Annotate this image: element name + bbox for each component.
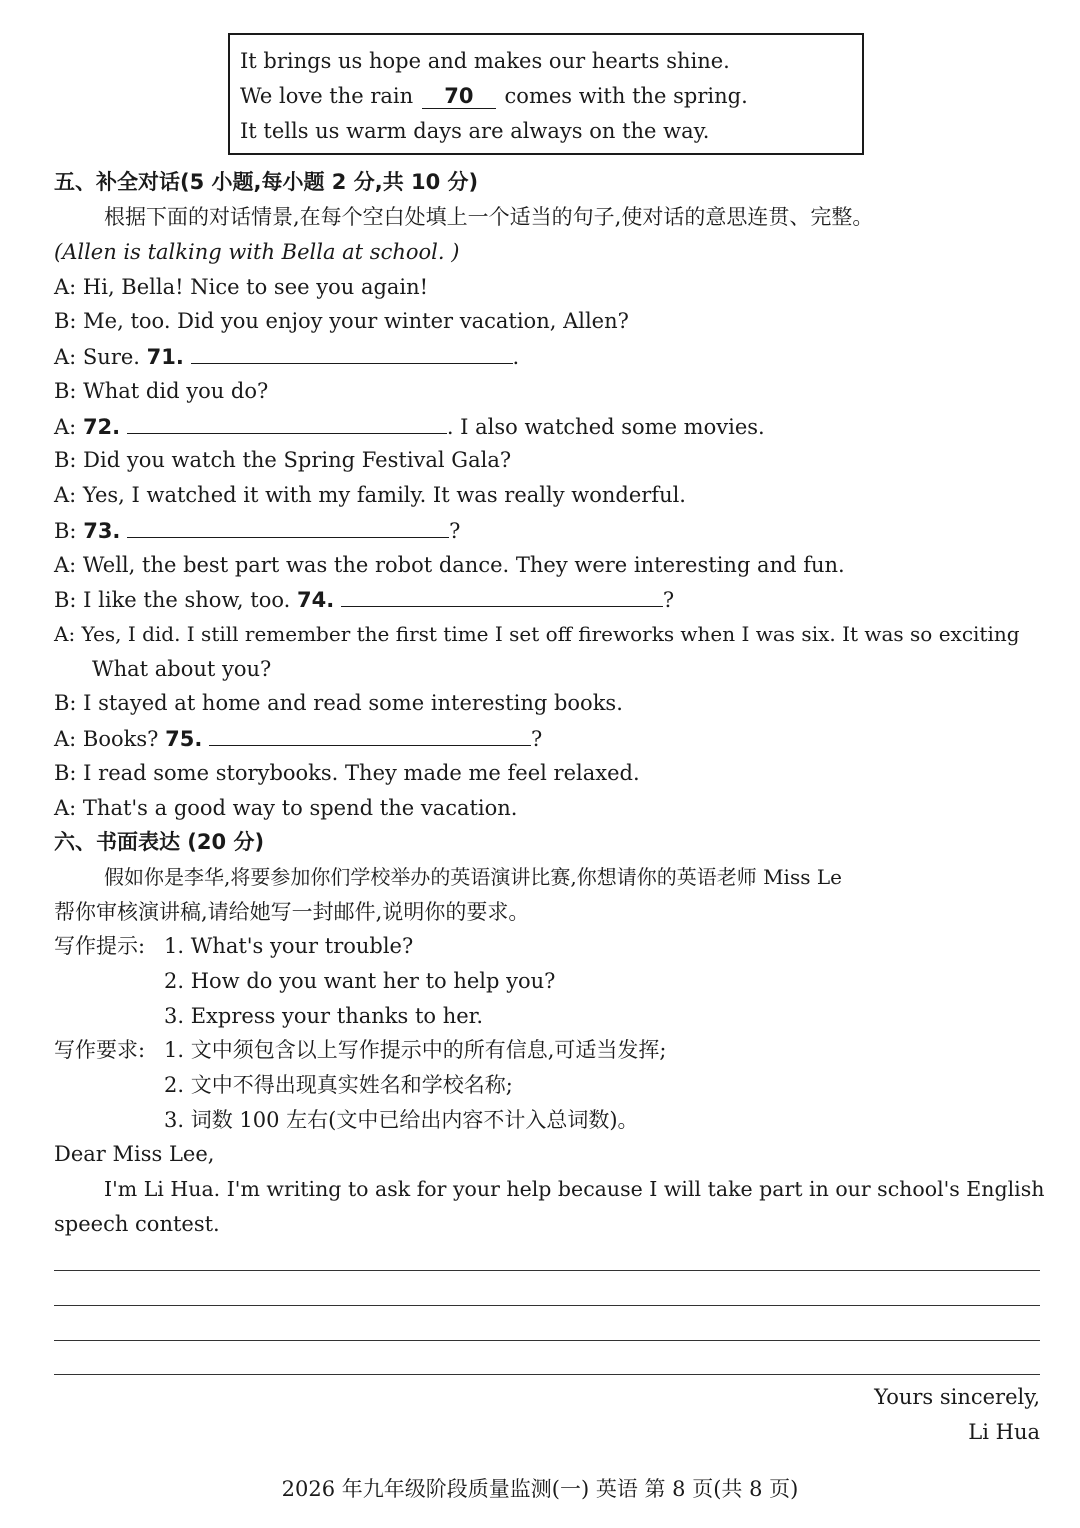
dialogue-line: B: I read some storybooks. They made me feel relaxed. — [54, 761, 640, 785]
writing-requirement: 1. 文中须包含以上写作提示中的所有信息,可适当发挥; — [164, 1038, 667, 1062]
writing-line[interactable] — [54, 1340, 1040, 1341]
dialogue-line: A: Yes, I watched it with my family. It was really wonderful. — [54, 483, 686, 507]
answer-blank-72[interactable] — [127, 411, 447, 434]
dialogue-line: B: What did you do? — [54, 379, 269, 403]
question-number-75: 75. — [165, 727, 203, 751]
dialogue-text: B: — [54, 519, 77, 543]
poem-box — [228, 33, 864, 155]
dialogue-line: A: Well, the best part was the robot dance. They were interesting and fun. — [54, 553, 845, 577]
letter-body: speech contest. — [54, 1212, 220, 1236]
writing-line[interactable] — [54, 1305, 1040, 1306]
dialogue-line-75 — [54, 723, 542, 754]
writing-prompt: 帮你审核演讲稿,请给她写一封邮件,说明你的要求。 — [54, 900, 530, 924]
writing-prompt: 假如你是李华,将要参加你们学校举办的英语演讲比赛,你想请你的英语老师 Miss Le — [104, 865, 842, 889]
blank-70[interactable]: 70 — [422, 84, 496, 109]
question-number-71: 71. — [146, 345, 184, 369]
poem-line-1: It brings us hope and makes our hearts shine. — [240, 49, 730, 73]
letter-closing: Yours sincerely, — [874, 1385, 1040, 1409]
dialogue-line: B: Did you watch the Spring Festival Gala? — [54, 448, 512, 472]
letter-body: I'm Li Hua. I'm writing to ask for your help because I will take part in our school's English — [104, 1177, 1045, 1201]
dialogue-text: . I also watched some movies. — [446, 415, 765, 439]
writing-tip: 2. How do you want her to help you? — [164, 969, 556, 993]
dialogue-line-74 — [54, 584, 674, 615]
section-5-heading: 五、补全对话(5 小题,每小题 2 分,共 10 分) — [54, 170, 479, 194]
dialogue-line: A: That's a good way to spend the vacation. — [54, 796, 518, 820]
dialogue-line: What about you? — [92, 657, 272, 681]
dialogue-punct: ? — [530, 727, 543, 751]
dialogue-line-73 — [54, 515, 460, 546]
dialogue-text: B: I like the show, too. — [54, 588, 291, 612]
dialogue-line: A: Hi, Bella! Nice to see you again! — [54, 275, 429, 299]
poem-line-2 — [240, 81, 852, 116]
dialogue-punct: . — [512, 345, 520, 369]
answer-blank-71[interactable] — [191, 341, 513, 364]
poem-line-2-text: We love the rain — [240, 84, 414, 108]
writing-requirement: 3. 词数 100 左右(文中已给出内容不计入总词数)。 — [164, 1108, 639, 1132]
writing-requirement: 2. 文中不得出现真实姓名和学校名称; — [164, 1073, 513, 1097]
writing-tip: 3. Express your thanks to her. — [164, 1004, 484, 1028]
poem-line-3: It tells us warm days are always on the way. — [240, 119, 710, 143]
section-6-heading: 六、书面表达 (20 分) — [54, 830, 265, 854]
page-footer: 2026 年九年级阶段质量监测(一) 英语 第 8 页(共 8 页) — [281, 1477, 799, 1501]
dialogue-text: A: — [54, 415, 77, 439]
letter-salutation: Dear Miss Lee, — [54, 1142, 215, 1166]
dialogue-line: A: Yes, I did. I still remember the first time I set off fireworks when I was six. It was so exciting — [54, 622, 1020, 646]
answer-blank-73[interactable] — [127, 515, 449, 538]
dialogue-punct: ? — [449, 519, 461, 543]
answer-blank-74[interactable] — [341, 584, 663, 607]
dialogue-context: (Allen is talking with Bella at school. ) — [54, 240, 460, 264]
question-number-73: 73. — [83, 519, 121, 543]
dialogue-line: B: I stayed at home and read some interesting books. — [54, 691, 623, 715]
answer-blank-75[interactable] — [209, 723, 531, 746]
writing-line[interactable] — [54, 1374, 1040, 1375]
dialogue-text: A: Books? — [54, 727, 159, 751]
dialogue-text: A: Sure. — [54, 345, 140, 369]
question-number-74: 74. — [296, 588, 335, 612]
dialogue-line-71 — [54, 341, 519, 372]
poem-line-2-rest: comes with the spring. — [504, 84, 748, 108]
dialogue-line-72 — [54, 411, 765, 442]
writing-tips-label: 写作提示: — [54, 934, 146, 958]
writing-line[interactable] — [54, 1270, 1040, 1271]
question-number-72: 72. — [82, 415, 121, 439]
writing-requirements-label: 写作要求: — [54, 1038, 146, 1062]
dialogue-line: B: Me, too. Did you enjoy your winter vacation, Allen? — [54, 309, 629, 333]
section-5-instruction: 根据下面的对话情景,在每个空白处填上一个适当的句子,使对话的意思连贯、完整。 — [104, 205, 874, 229]
letter-signature: Li Hua — [968, 1420, 1040, 1444]
writing-tip: 1. What's your trouble? — [164, 934, 414, 958]
dialogue-punct: ? — [662, 588, 675, 612]
